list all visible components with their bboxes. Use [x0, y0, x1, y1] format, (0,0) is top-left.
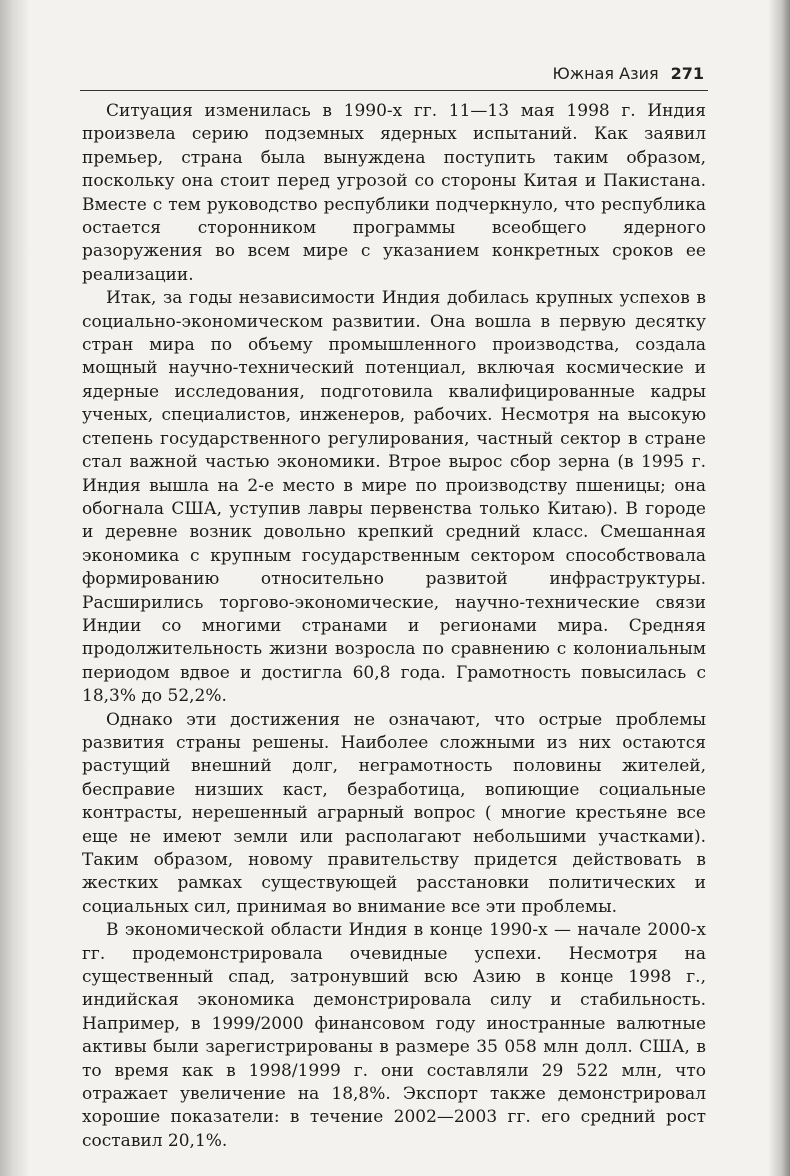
paragraph-4: В экономической области Индия в конце 1990-х — начале 2000-х гг. продемонстрировала очевидные успехи. Несмотря на существенный спад, затронувший всю Азию в конце 1998 г., индийская экономика демонстрировала силу и стабильность. Например, в 1999/2000 финансовом году иностранные валютные активы были зарегистрированы в размере 35 058 млн долл. США, в то время как в 1998/1999 г. они составляли 29 522 млн, что отражает увеличение на 18,8%. Экспорт также демонстрировал хорошие показатели: в течение 2002—2003 гг. его средний рост составил 20,1%. [82, 920, 706, 1151]
page-shadow-right [768, 0, 790, 1176]
paragraph-3: Однако эти достижения не означают, что острые проблемы развития страны решены. Наиболее сложными из них остаются растущий внешний долг, неграмотность половины жителей, бесправие низших каст, безработица, вопиющие социальные контрасты, нерешенный аграрный вопрос ( многие крестьяне все еще не имеют земли или располагают небольшими участками). Таким образом, новому правительству придется действовать в жестких рамках существующей расстановки политических и социальных сил, принимая во внимание все эти проблемы. [82, 709, 706, 917]
paragraph-1: Ситуация изменилась в 1990-х гг. 11—13 мая 1998 г. Индия произвела серию подземных ядерных испытаний. Как заявил премьер, страна была вынуждена поступить таким образом, поскольку она стоит перед угрозой со стороны Китая и Пакистана. Вместе с тем руководство республики подчеркнуло, что республика остается сторонником программы всеобщего ядерного разоружения во всем мире с указанием конкретных сроков ее реализации. [82, 101, 706, 285]
header-section-title: Южная Азия [552, 64, 659, 83]
running-header [80, 60, 708, 91]
paragraph-2: Итак, за годы независимости Индия добилась крупных успехов в социально-экономическом развитии. Она вошла в первую десятку стран мира по объему промышленного производства, создала мощный научно-технический потенциал, включая космические и ядерные исследования, подготовила квалифицированные кадры ученых, специалистов, инженеров, рабочих. Несмотря на высокую степень государственного регулирования, частный сектор в стране стал важной частью экономики. Втрое вырос сбор зерна (в 1995 г. Индия вышла на 2-е место в мире по производству пшеницы; она обогнала США, уступив лавры первенства только Китаю). В городе и деревне возник довольно крепкий средний класс. Смешанная экономика с крупным государственным сектором способствовала формированию относительно развитой инфраструктуры. Расширились торгово-экономические, научно-технические связи Индии со многими странами и регионами мира. Средняя продолжительность жизни возросла по сравнению с колониальным периодом вдвое и достигла 60,8 года. Грамотность повысилась с 18,3% до 52,2%. [82, 288, 706, 707]
body-text [82, 100, 706, 1153]
page-shadow-left [0, 0, 30, 1176]
header-text [552, 64, 704, 83]
page-number: 271 [670, 64, 704, 83]
